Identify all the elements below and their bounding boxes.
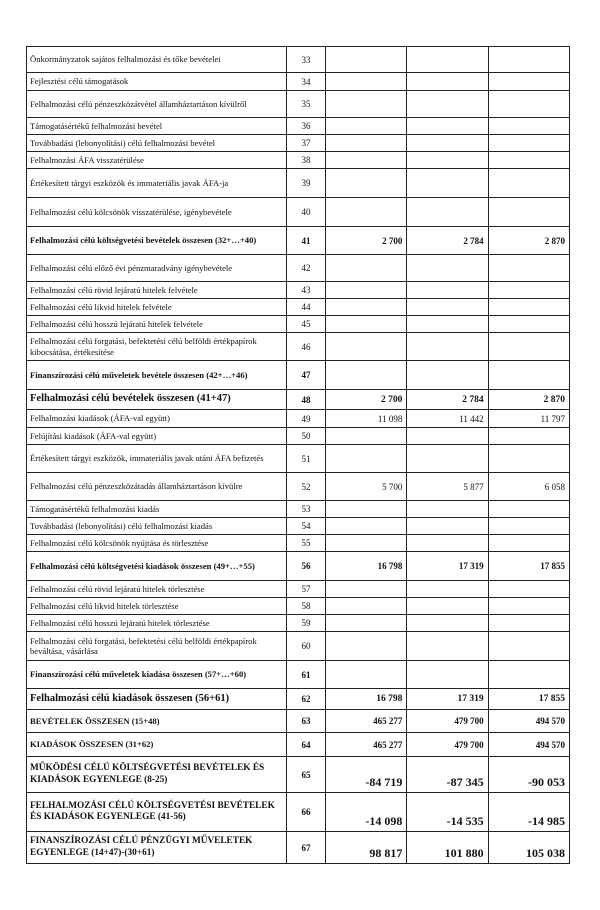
value-col-3 — [488, 169, 569, 198]
table-row — [27, 473, 570, 501]
row-label: KIADÁSOK ÖSSZESEN (31+62) — [27, 733, 287, 757]
value-col-2 — [407, 118, 488, 135]
value-col-2: 479 700 — [407, 710, 488, 733]
row-number: 59 — [287, 615, 326, 632]
row-label: Felhalmozási célú forgatási, befektetési célú belföldi értékpapírok beváltása, vásárlása — [27, 632, 287, 661]
row-label: Felhalmozási célú likvid hitelek törlesztése — [27, 598, 287, 615]
row-label: Önkormányzatok sajátos felhalmozási és tőke bevételei — [27, 47, 287, 73]
value-col-1 — [326, 598, 407, 615]
table-row — [27, 91, 570, 118]
row-number: 52 — [287, 473, 326, 501]
row-label: Felhalmozási célú kölcsönök nyújtása és törlesztése — [27, 535, 287, 552]
value-col-1 — [326, 47, 407, 73]
value-col-2 — [407, 47, 488, 73]
row-number: 56 — [287, 552, 326, 581]
table-row — [27, 73, 570, 91]
table-row — [27, 757, 570, 793]
value-col-2: 479 700 — [407, 733, 488, 757]
value-col-2 — [407, 316, 488, 333]
row-label: Értékesített tárgyi eszközök és immateriális javak ÁFA-ja — [27, 169, 287, 198]
value-col-2 — [407, 333, 488, 361]
table-row — [27, 299, 570, 316]
value-col-1 — [326, 198, 407, 227]
row-label: Értékesített tárgyi eszközök, immateriális javak utáni ÁFA befizetés — [27, 445, 287, 473]
value-col-1 — [326, 445, 407, 473]
table-row — [27, 733, 570, 757]
value-col-3 — [488, 47, 569, 73]
value-col-2 — [407, 135, 488, 152]
row-label: Fejlesztési célú támogatások — [27, 73, 287, 91]
table-row — [27, 255, 570, 282]
value-col-1: 465 277 — [326, 710, 407, 733]
value-col-3 — [488, 299, 569, 316]
value-col-2 — [407, 169, 488, 198]
value-col-2 — [407, 198, 488, 227]
value-col-3 — [488, 632, 569, 661]
value-col-1 — [326, 661, 407, 689]
table-row — [27, 661, 570, 689]
row-number: 60 — [287, 632, 326, 661]
value-col-3 — [488, 282, 569, 299]
value-col-3: 11 797 — [488, 410, 569, 428]
value-col-2 — [407, 518, 488, 535]
value-col-1: 2 700 — [326, 227, 407, 255]
row-number: 44 — [287, 299, 326, 316]
table-row — [27, 615, 570, 632]
value-col-2: 17 319 — [407, 552, 488, 581]
row-number: 53 — [287, 501, 326, 518]
table-row — [27, 632, 570, 661]
value-col-3: 2 870 — [488, 390, 569, 410]
value-col-1: 16 798 — [326, 552, 407, 581]
value-col-1 — [326, 316, 407, 333]
value-col-3 — [488, 255, 569, 282]
row-label: Felhalmozási célú rövid lejáratú hitelek felvétele — [27, 282, 287, 299]
value-col-2: 17 319 — [407, 689, 488, 710]
row-label: Felhalmozási ÁFA visszatérülése — [27, 152, 287, 169]
table-row — [27, 445, 570, 473]
row-number: 39 — [287, 169, 326, 198]
row-number: 55 — [287, 535, 326, 552]
row-number: 66 — [287, 793, 326, 832]
value-col-1 — [326, 118, 407, 135]
value-col-1 — [326, 535, 407, 552]
row-label: Felhalmozási célú költségvetési kiadások összesen (49+…+55) — [27, 552, 287, 581]
row-number: 37 — [287, 135, 326, 152]
value-col-2 — [407, 535, 488, 552]
value-col-1 — [326, 152, 407, 169]
value-col-3 — [488, 615, 569, 632]
value-col-1 — [326, 361, 407, 390]
row-number: 49 — [287, 410, 326, 428]
value-col-3 — [488, 535, 569, 552]
value-col-2 — [407, 445, 488, 473]
row-label: BEVÉTELEK ÖSSZESEN (15+48) — [27, 710, 287, 733]
row-label: Továbbadási (lebonyolítási) célú felhalmozási bevétel — [27, 135, 287, 152]
row-label: Felhalmozási célú bevételek összesen (41+47) — [27, 390, 287, 410]
value-col-3: 2 870 — [488, 227, 569, 255]
value-col-1 — [326, 518, 407, 535]
value-col-3: 17 855 — [488, 689, 569, 710]
table-row — [27, 501, 570, 518]
value-col-2 — [407, 661, 488, 689]
table-row — [27, 710, 570, 733]
row-label: Felhalmozási célú hosszú lejáratú hitelek törlesztése — [27, 615, 287, 632]
row-number: 65 — [287, 757, 326, 793]
value-col-1 — [326, 501, 407, 518]
value-col-2 — [407, 632, 488, 661]
value-col-1 — [326, 428, 407, 445]
value-col-3: -14 985 — [488, 793, 569, 832]
row-label: Támogatásértékű felhalmozási bevétel — [27, 118, 287, 135]
table-row — [27, 169, 570, 198]
row-label: Felhalmozási célú hosszú lejáratú hitelek felvétele — [27, 316, 287, 333]
row-number: 57 — [287, 581, 326, 598]
value-col-3 — [488, 333, 569, 361]
value-col-3 — [488, 91, 569, 118]
value-col-3 — [488, 581, 569, 598]
value-col-1 — [326, 333, 407, 361]
value-col-2 — [407, 299, 488, 316]
budget-table-page — [26, 46, 570, 864]
table-row — [27, 118, 570, 135]
budget-table — [26, 46, 570, 864]
value-col-3 — [488, 428, 569, 445]
row-label: FELHALMOZÁSI CÉLÚ KÖLTSÉGVETÉSI BEVÉTELEK ÉS KIADÁSOK EGYENLEGE (41-56) — [27, 793, 287, 832]
row-number: 33 — [287, 47, 326, 73]
value-col-2 — [407, 598, 488, 615]
row-label: Felújítási kiadások (ÁFA-val együtt) — [27, 428, 287, 445]
row-number: 47 — [287, 361, 326, 390]
row-number: 45 — [287, 316, 326, 333]
value-col-2: -87 345 — [407, 757, 488, 793]
value-col-1: 5 700 — [326, 473, 407, 501]
value-col-3: 494 570 — [488, 710, 569, 733]
table-row — [27, 361, 570, 390]
table-row — [27, 282, 570, 299]
table-row — [27, 152, 570, 169]
value-col-3 — [488, 661, 569, 689]
value-col-3 — [488, 445, 569, 473]
value-col-2 — [407, 282, 488, 299]
value-col-2 — [407, 73, 488, 91]
value-col-3: 105 038 — [488, 832, 569, 864]
value-col-3 — [488, 198, 569, 227]
value-col-1 — [326, 282, 407, 299]
table-row — [27, 227, 570, 255]
value-col-2 — [407, 428, 488, 445]
value-col-2 — [407, 152, 488, 169]
table-row — [27, 832, 570, 864]
value-col-2: 2 784 — [407, 227, 488, 255]
table-row — [27, 135, 570, 152]
row-number: 34 — [287, 73, 326, 91]
row-label: Felhalmozási célú előző évi pénzmaradvány igénybevétele — [27, 255, 287, 282]
row-label: Felhalmozási célú forgatási, befektetési célú belföldi értékpapírok kibocsátása, értékesítése — [27, 333, 287, 361]
row-number: 64 — [287, 733, 326, 757]
value-col-2: 11 442 — [407, 410, 488, 428]
value-col-2: 101 880 — [407, 832, 488, 864]
value-col-2: -14 535 — [407, 793, 488, 832]
value-col-3 — [488, 118, 569, 135]
value-col-2 — [407, 615, 488, 632]
value-col-3 — [488, 73, 569, 91]
table-row — [27, 581, 570, 598]
row-number: 40 — [287, 198, 326, 227]
value-col-2 — [407, 501, 488, 518]
row-number: 41 — [287, 227, 326, 255]
value-col-1 — [326, 91, 407, 118]
row-label: Felhalmozási célú likvid hitelek felvétele — [27, 299, 287, 316]
value-col-3 — [488, 501, 569, 518]
row-label: Felhalmozási kiadások (ÁFA-val együtt) — [27, 410, 287, 428]
row-number: 42 — [287, 255, 326, 282]
row-number: 67 — [287, 832, 326, 864]
value-col-1: -84 719 — [326, 757, 407, 793]
table-row — [27, 333, 570, 361]
row-label: Továbbadási (lebonyolítási) célú felhalmozási kiadás — [27, 518, 287, 535]
value-col-3: -90 053 — [488, 757, 569, 793]
table-row — [27, 552, 570, 581]
table-row — [27, 47, 570, 73]
row-number: 38 — [287, 152, 326, 169]
row-number: 61 — [287, 661, 326, 689]
table-row — [27, 390, 570, 410]
table-row — [27, 518, 570, 535]
value-col-3: 494 570 — [488, 733, 569, 757]
row-number: 46 — [287, 333, 326, 361]
value-col-1 — [326, 73, 407, 91]
budget-table-body — [27, 47, 570, 864]
value-col-2 — [407, 581, 488, 598]
value-col-1: 465 277 — [326, 733, 407, 757]
value-col-3: 17 855 — [488, 552, 569, 581]
table-row — [27, 535, 570, 552]
value-col-3 — [488, 518, 569, 535]
value-col-2: 5 877 — [407, 473, 488, 501]
value-col-3 — [488, 152, 569, 169]
value-col-3 — [488, 361, 569, 390]
row-label: Finanszírozási célú műveletek bevétele összesen (42+…+46) — [27, 361, 287, 390]
row-number: 54 — [287, 518, 326, 535]
value-col-1 — [326, 632, 407, 661]
table-row — [27, 198, 570, 227]
table-row — [27, 793, 570, 832]
row-number: 51 — [287, 445, 326, 473]
value-col-3 — [488, 598, 569, 615]
row-label: Felhalmozási célú pénzeszközátadás államháztartáson kívülre — [27, 473, 287, 501]
row-label: FINANSZÍROZÁSI CÉLÚ PÉNZÜGYI MŰVELETEK EGYENLEGE (14+47)-(30+61) — [27, 832, 287, 864]
value-col-3: 6 058 — [488, 473, 569, 501]
row-number: 48 — [287, 390, 326, 410]
value-col-2 — [407, 255, 488, 282]
table-row — [27, 598, 570, 615]
row-number: 43 — [287, 282, 326, 299]
row-label: Felhalmozási célú költségvetési bevételek összesen (32+…+40) — [27, 227, 287, 255]
value-col-1 — [326, 255, 407, 282]
row-number: 35 — [287, 91, 326, 118]
row-label: Finanszírozási célú műveletek kiadása összesen (57+…+60) — [27, 661, 287, 689]
value-col-1: 2 700 — [326, 390, 407, 410]
value-col-1 — [326, 299, 407, 316]
row-number: 36 — [287, 118, 326, 135]
row-number: 63 — [287, 710, 326, 733]
row-label: Támogatásértékű felhalmozási kiadás — [27, 501, 287, 518]
row-number: 58 — [287, 598, 326, 615]
row-number: 50 — [287, 428, 326, 445]
table-row — [27, 689, 570, 710]
row-label: Felhalmozási célú rövid lejáratú hitelek törlesztése — [27, 581, 287, 598]
value-col-2: 2 784 — [407, 390, 488, 410]
value-col-1 — [326, 615, 407, 632]
value-col-3 — [488, 316, 569, 333]
row-label: Felhalmozási célú pénzeszközátvétel államháztartáson kívülről — [27, 91, 287, 118]
value-col-2 — [407, 91, 488, 118]
row-number: 62 — [287, 689, 326, 710]
row-label: MŰKÖDÉSI CÉLÚ KÖLTSÉGVETÉSI BEVÉTELEK ÉS KIADÁSOK EGYENLEGE (8-25) — [27, 757, 287, 793]
value-col-3 — [488, 135, 569, 152]
value-col-1: 16 798 — [326, 689, 407, 710]
value-col-1: -14 098 — [326, 793, 407, 832]
value-col-1 — [326, 135, 407, 152]
table-row — [27, 410, 570, 428]
value-col-1 — [326, 169, 407, 198]
row-label: Felhalmozási célú kölcsönök visszatérülése, igénybevétele — [27, 198, 287, 227]
table-row — [27, 428, 570, 445]
value-col-2 — [407, 361, 488, 390]
row-label: Felhalmozási célú kiadások összesen (56+61) — [27, 689, 287, 710]
table-row — [27, 316, 570, 333]
value-col-1: 11 098 — [326, 410, 407, 428]
value-col-1 — [326, 581, 407, 598]
value-col-1: 98 817 — [326, 832, 407, 864]
